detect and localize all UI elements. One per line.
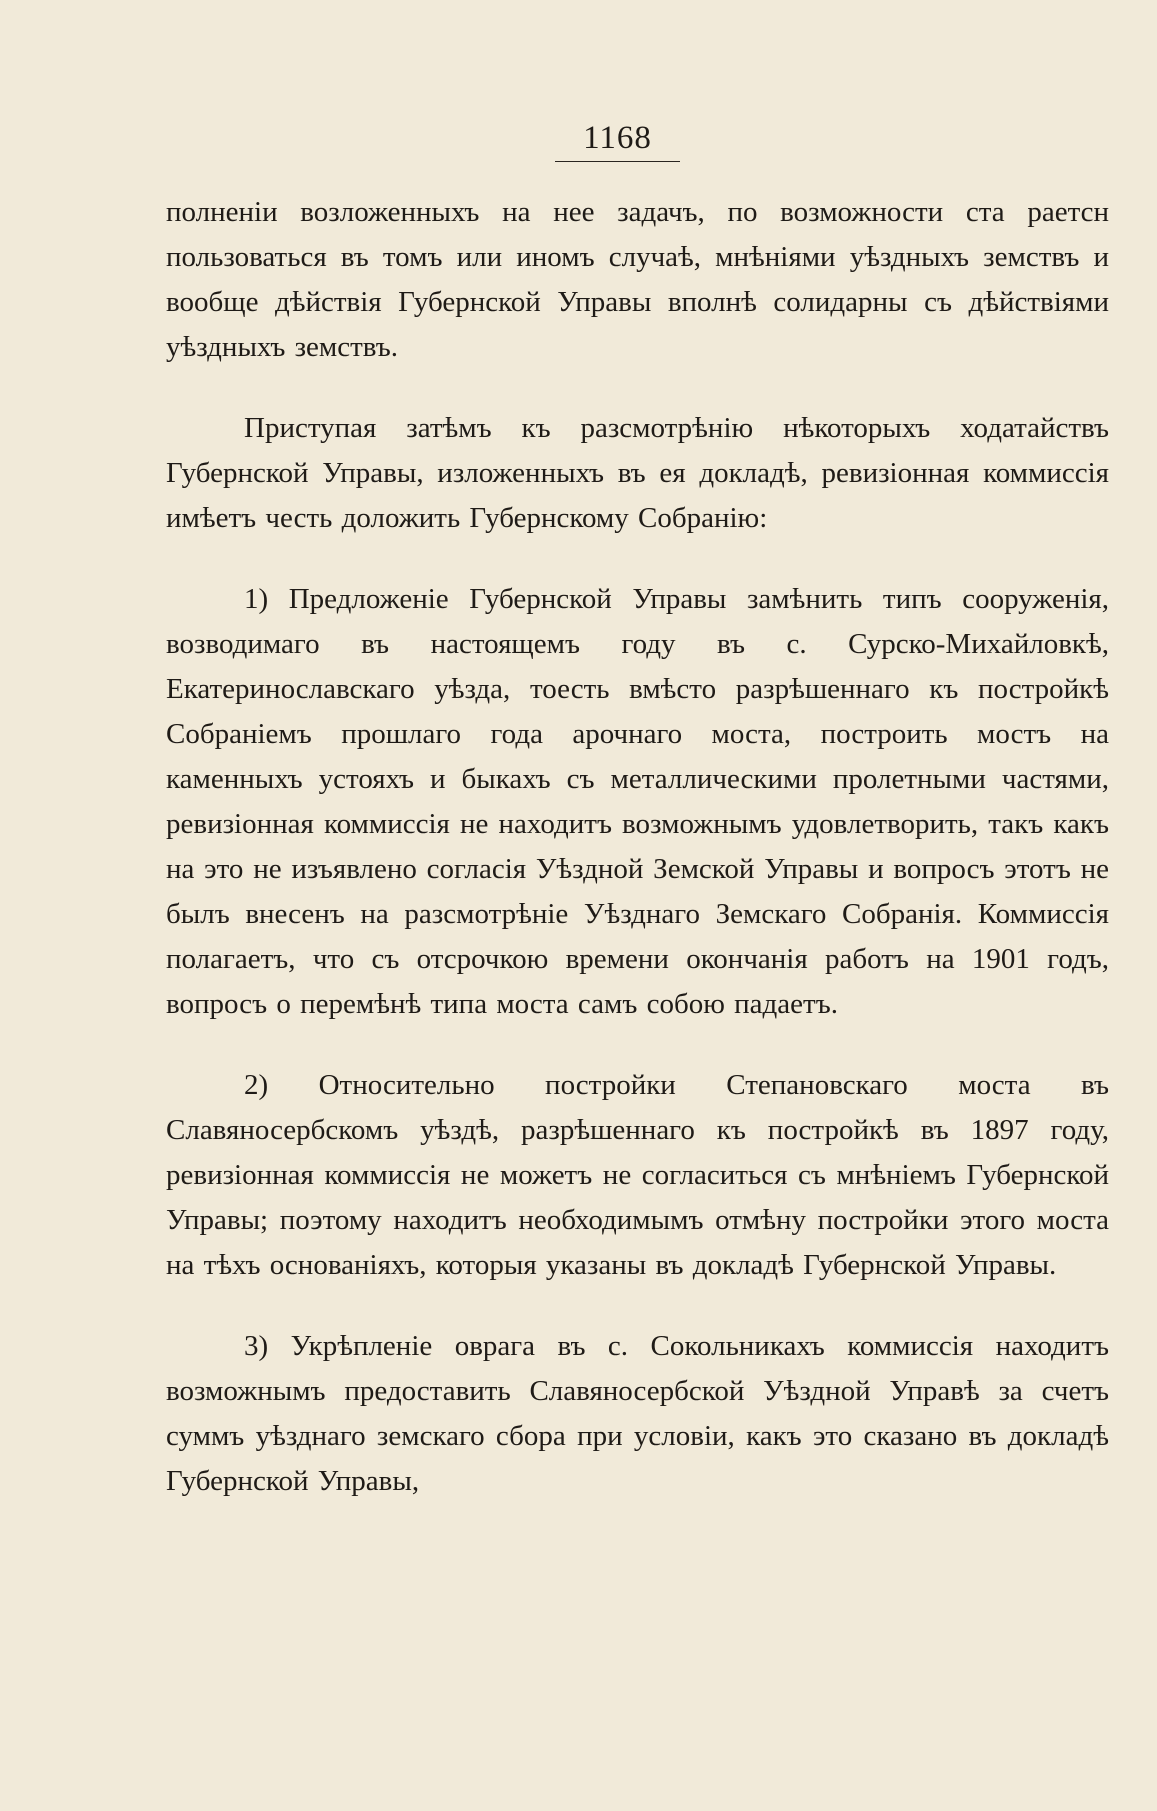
paragraph-intro: Приступая затѣмъ къ разсмотрѣнію нѣкоторыхъ ходатайствъ Губернской Управы, изложенныхъ въ ея докладѣ, ревизіонная коммиссія имѣетъ честь доложить Губернскому Собранію:	[166, 412, 1109, 534]
body-text	[166, 190, 1109, 1504]
paragraph-item-2: 2) Относительно постройки Степановскаго моста въ Славяносербскомъ уѣздѣ, разрѣшеннаго къ постройкѣ въ 1897 году, ревизіонная коммиссія не можетъ не согласиться съ мнѣніемъ Губернской Управы; поэтому находитъ необходимымъ отмѣну постройки этого моста на тѣхъ основаніяхъ, которыя указаны въ докладѣ Губернской Управы.	[166, 1069, 1109, 1281]
page-number: 1168	[555, 118, 680, 162]
paragraph-continuation: полненіи возложенныхъ на нее задачъ, по возможности ста раетсн пользоваться въ томъ или иномъ случаѣ, мнѣніями уѣздныхъ земствъ и вообще дѣйствія Губернской Управы вполнѣ солидарны съ дѣйствіями уѣздныхъ земствъ.	[166, 196, 1109, 363]
paragraph-item-3: 3) Укрѣпленіе оврага въ с. Сокольникахъ коммиссія находитъ возможнымъ предоставить Славяносербской Уѣздной Управѣ за счетъ суммъ уѣзднаго земскаго сбора при условіи, какъ это сказано въ докладѣ Губернской Управы,	[166, 1330, 1109, 1497]
paragraph-item-1: 1) Предложеніе Губернской Управы замѣнить типъ сооруженія, возводимаго въ настоящемъ году въ с. Сурско-Михайловкѣ, Екатеринославскаго уѣзда, тоесть вмѣсто разрѣшеннаго къ постройкѣ Собраніемъ прошлаго года арочнаго моста, построить мостъ на каменныхъ устояхъ и быкахъ съ металлическими пролетными частями, ревизіонная коммиссія не находитъ возможнымъ удовлетворить, такъ какъ на это не изъявлено согласія Уѣздной Земской Управы и вопросъ этотъ не былъ внесенъ на разсмотрѣніе Уѣзднаго Земскаго Собранія. Коммиссія полагаетъ, что съ отсрочкою времени окончанія работъ на 1901 годъ, вопросъ о перемѣнѣ типа моста самъ собою падаетъ.	[166, 583, 1109, 1020]
